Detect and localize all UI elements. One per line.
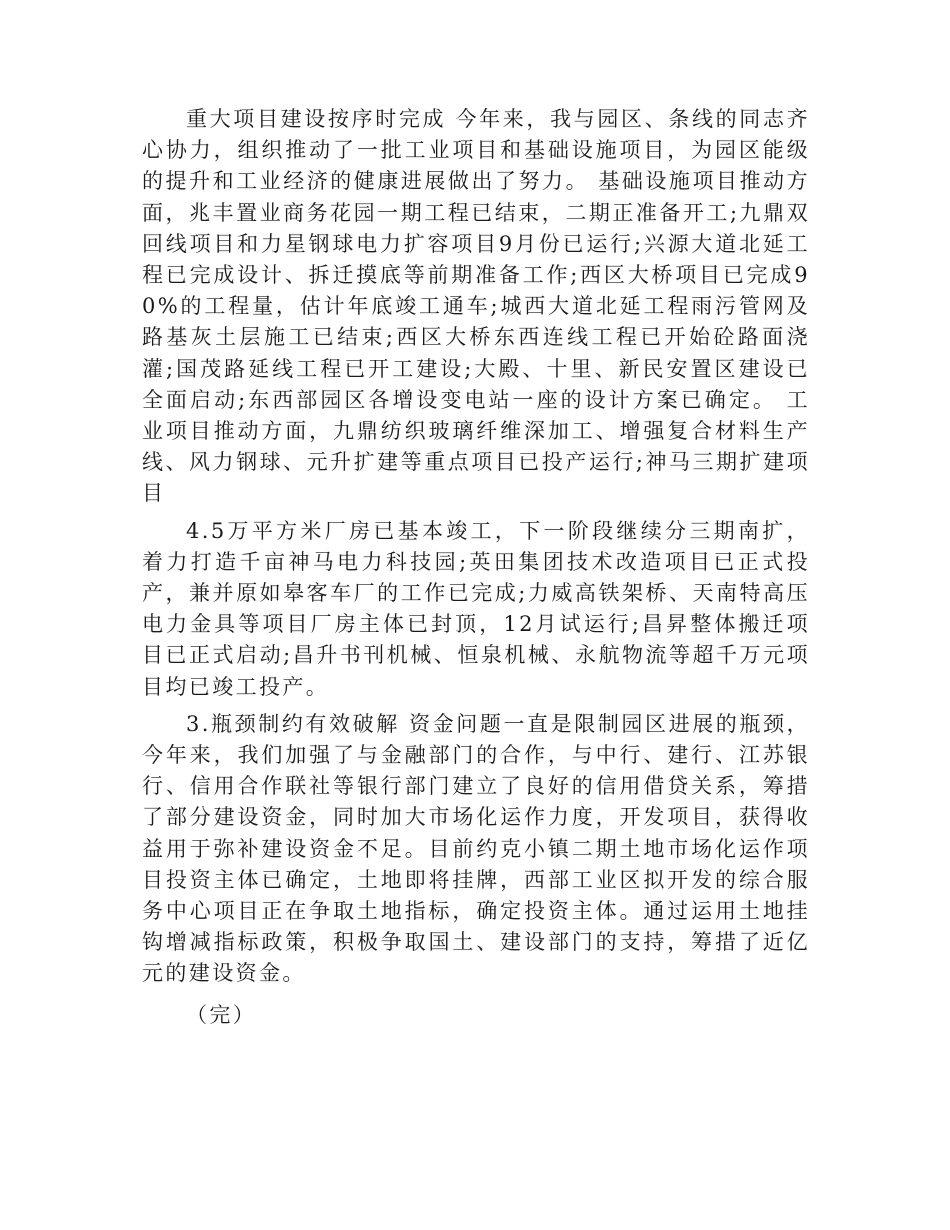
paragraph-major-projects: 重大项目建设按序时完成 今年来，我与园区、条线的同志齐心协力，组织推动了一批工业项目和基础设施项目，为园区能级的提升和工业经济的健康进展做出了努力。 基础设施项目推动方面，兆丰置业商务花园一期工程已结束，二期正准备开工;九鼎双回线项目和力星钢球电力扩容项目9月份已运行;兴源大道北延工程已完成设计、拆迁摸底等前期准备工作;西区大桥项目已完成90%的工程量，估计年底竣工通车;城西大道北延工程雨污管网及路基灰土层施工已结束;西区大桥东西连线工程已开始砼路面浇灌;国茂路延线工程已开工建设;大殿、十里、新民安置区建设已全面启动;东西部园区各增设变电站一座的设计方案已确定。 工业项目推动方面，九鼎纺织玻璃纤维深加工、增强复合材料生产线、风力钢球、元升扩建等重点项目已投产运行;神马三期扩建项目	[142, 107, 810, 506]
paragraph-industrial-projects: 4.5万平方米厂房已基本竣工，下一阶段继续分三期南扩，着力打造千亩神马电力科技园;英田集团技术改造项目已正式投产，兼并原如皋客车厂的工作已完成;力威高铁架桥、天南特高压电力金具等项目厂房主体已封顶，12月试运行;昌昇整体搬迁项目已正式启动;昌升书刊机械、恒泉机械、永航物流等超千万元项目均已竣工投产。	[142, 518, 810, 699]
paragraph-funding-bottleneck: 3.瓶颈制约有效破解 资金问题一直是限制园区进展的瓶颈，今年来，我们加强了与金融部门的合作，与中行、建行、江苏银行、信用合作联社等银行部门建立了良好的信用借贷关系，筹措了部分建设资金，同时加大市场化运作力度，开发项目，获得收益用于弥补建设资金不足。目前约克小镇二期土地市场化运作项目投资主体已确定，土地即将挂牌，西部工业区拟开发的综合服务中心项目正在争取土地指标，确定投资主体。通过运用土地挂钩增减指标政策，积极争取国土、建设部门的支持，筹措了近亿元的建设资金。	[142, 711, 810, 986]
document-body	[142, 104, 810, 1037]
paragraph-end-mark: （完）	[186, 1002, 257, 1027]
